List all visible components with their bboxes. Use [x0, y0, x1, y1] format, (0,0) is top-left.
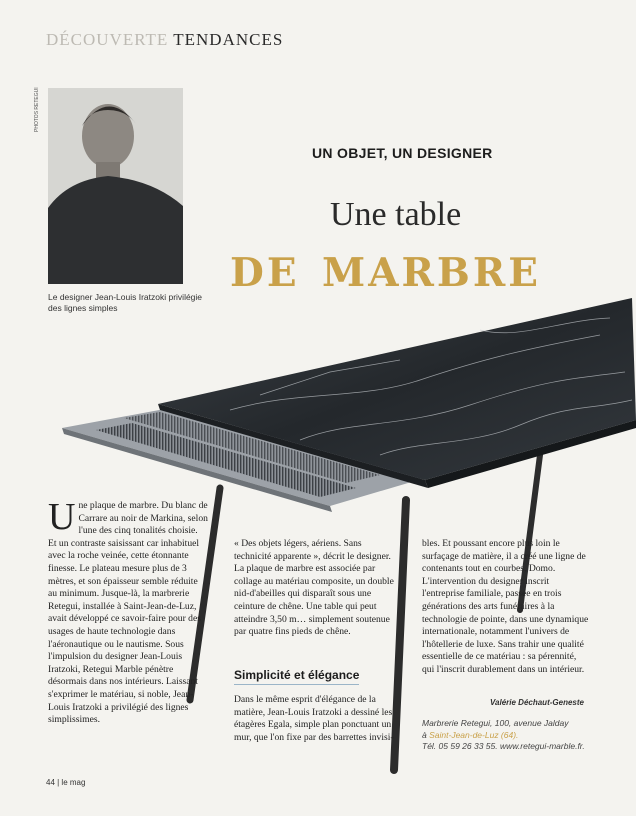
section-header — [46, 30, 283, 50]
photo-credit: PHOTOS RETEGUI — [34, 87, 40, 132]
section-label-light: DÉCOUVERTE — [46, 30, 169, 49]
article-column-2 — [234, 538, 396, 639]
author-byline: Valérie Déchaut-Geneste — [490, 698, 584, 707]
address-line-2 — [422, 730, 602, 742]
column-1-text: ne plaque de marbre. Du blanc de Carrare au noir de Markina, selon l'une des cinq tonalités choisie. Et un contraste saisissant car inhabituel avec la roche veinée, cette étonnante finesse. Le plateau mesure plus de 3 mètres, et son épaisseur semble réduite au minimum. Jusque-là, la marbrerie Retegui, installée à Saint-Jean-de-Luz, avait développé ce savoir-faire pour des usages de haute technologie dans l'aéronautique ou le nautisme. Sous l'impulsion du designer Jean-Louis Iratzoki, Retegui Marble pénètre désormais dans nos intérieurs. Laissant s'exprimer le matériau, si noble, Jean-Louis Iratzoki a privilégié des lignes simplissimes. — [48, 500, 208, 726]
column-2-text: « Des objets légers, aériens. Sans technicité apparente », décrit le designer. La plaque de marbre est associée par collage au matériau composite, un double nid-d'abeilles qui disparaît sous une ceinture de chêne. Une table qui peut atteindre 3,50 m… simplement soutenue par quatre fins pieds de chêne. — [234, 538, 394, 638]
page-folio: 44 | le mag — [46, 778, 86, 787]
address-line-3: Tél. 05 59 26 33 55. www.retegui-marble.fr. — [422, 741, 585, 751]
article-kicker: UN OBJET, UN DESIGNER — [312, 145, 493, 161]
article-title-line2: de marbre — [230, 234, 541, 300]
article-column-3 — [422, 538, 590, 677]
portrait-caption: Le designer Jean-Louis Iratzoki privilégie des lignes simples — [48, 292, 203, 313]
article-column-2-continued — [234, 694, 396, 744]
article-column-1 — [48, 496, 208, 727]
drop-cap: U — [48, 496, 76, 538]
address-block — [422, 718, 602, 753]
article-subheading: Simplicité et élégance — [234, 668, 359, 685]
section-label-dark: TENDANCES — [173, 30, 284, 49]
address-prefix: à — [422, 729, 427, 740]
column-2b-text: Dans le même esprit d'élégance de la matière, Jean-Louis Iratzoki a dessiné les étagères Egala, simple plan ponctuant un mur, que l'on fixe par des barrettes invisi- — [234, 694, 394, 743]
address-line-1: Marbrerie Retegui, 100, avenue Jalday — [422, 718, 569, 728]
designer-portrait — [48, 88, 183, 284]
article-title-line1: Une table — [330, 196, 462, 233]
column-3-text: bles. Et poussant encore plus loin le surfaçage de matière, il a créé une ligne de contenants tout en courbes, Domo. L'intervention du designer inscrit l'entreprise familiale, passée en trois générations des arts funéraires à la technologie de pointe, dans une dynamique internationale, notamment l'univers de l'hôtellerie de luxe. Sans trahir une qualité essentielle de ce matériau : sa pérennité, qui l'inscrit durablement dans un intérieur. — [422, 538, 589, 675]
address-city: Saint-Jean-de-Luz (64). — [429, 729, 519, 740]
